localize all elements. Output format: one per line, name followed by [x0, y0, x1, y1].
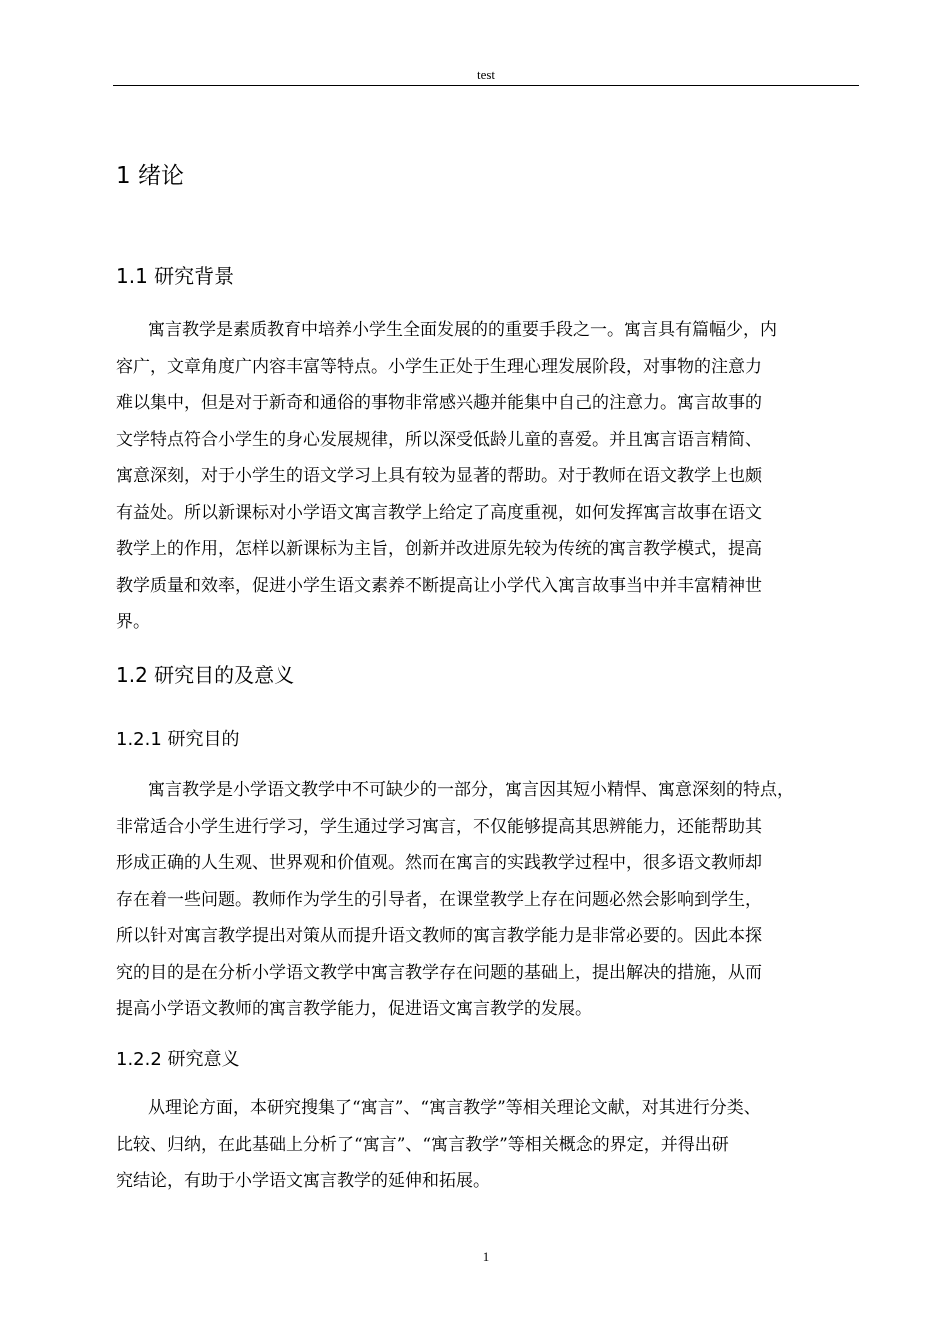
paragraph-line: 所以针对寓言教学提出对策从而提升语文教师的寓言教学能力是非常必要的。因此本探	[116, 926, 762, 946]
paragraph-line: 有益处。所以新课标对小学语文寓言教学上给定了高度重视，如何发挥寓言故事在语文	[116, 502, 762, 523]
paragraph-line: 文学特点符合小学生的身心发展规律，所以深受低龄儿童的喜爱。并且寓言语言精简、	[116, 429, 762, 450]
paragraph-line: 寓言教学是素质教育中培养小学生全面发展的的重要手段之一。寓言具有篇幅少，内	[148, 320, 777, 340]
paragraph-line: 教学上的作用，怎样以新课标为主旨，创新并改进原先较为传统的寓言教学模式，提高	[116, 539, 762, 559]
paragraph-research-purpose	[116, 772, 876, 1028]
paragraph-line: 提高小学语文教师的寓言教学能力，促进语文寓言教学的发展。	[116, 999, 592, 1019]
paragraph-line: 难以集中，但是对于新奇和通俗的事物非常感兴趣并能集中自己的注意力。寓言故事的	[116, 393, 762, 413]
paragraph-research-significance	[116, 1090, 876, 1200]
page-number: 1	[482, 1249, 490, 1264]
paragraph-line: 寓意深刻，对于小学生的语文学习上具有较为显著的帮助。对于教师在语文教学上也颇	[116, 466, 762, 486]
subsection-heading-1-2-2: 1.2.2 研究意义	[116, 1049, 240, 1070]
paragraph-line: 教学质量和效率，促进小学生语文素养不断提高让小学代入寓言故事当中并丰富精神世	[116, 575, 762, 596]
paragraph-line: 比较、归纳，在此基础上分析了“寓言”、“寓言教学”等相关概念的界定，并得出研	[116, 1134, 729, 1155]
paragraph-line: 非常适合小学生进行学习，学生通过学习寓言，不仅能够提高其思辨能力，还能帮助其	[116, 816, 762, 837]
running-header: test	[476, 67, 496, 82]
chapter-title: 1 绪论	[116, 163, 184, 189]
section-heading-1-1: 1.1 研究背景	[116, 264, 235, 288]
paragraph-line: 形成正确的人生观、世界观和价值观。然而在寓言的实践教学过程中，很多语文教师却	[116, 853, 762, 873]
section-heading-1-2: 1.2 研究目的及意义	[116, 663, 295, 687]
paragraph-line: 界。	[116, 612, 150, 632]
paragraph-line: 寓言教学是小学语文教学中不可缺少的一部分，寓言因其短小精悍、寓意深刻的特点，	[148, 780, 794, 800]
paragraph-line: 存在着一些问题。教师作为学生的引导者，在课堂教学上存在问题必然会影响到学生，	[116, 889, 762, 910]
header-divider	[113, 85, 859, 86]
paragraph-line: 究的目的是在分析小学语文教学中寓言教学存在问题的基础上，提出解决的措施，从而	[116, 962, 762, 983]
paragraph-research-background	[116, 312, 876, 641]
paragraph-line: 从理论方面，本研究搜集了“寓言”、“寓言教学”等相关理论文献，对其进行分类、	[148, 1098, 761, 1118]
paragraph-line: 究结论，有助于小学语文寓言教学的延伸和拓展。	[116, 1171, 490, 1191]
subsection-heading-1-2-1: 1.2.1 研究目的	[116, 729, 240, 750]
paragraph-line: 容广，文章角度广内容丰富等特点。小学生正处于生理心理发展阶段，对事物的注意力	[116, 356, 762, 377]
